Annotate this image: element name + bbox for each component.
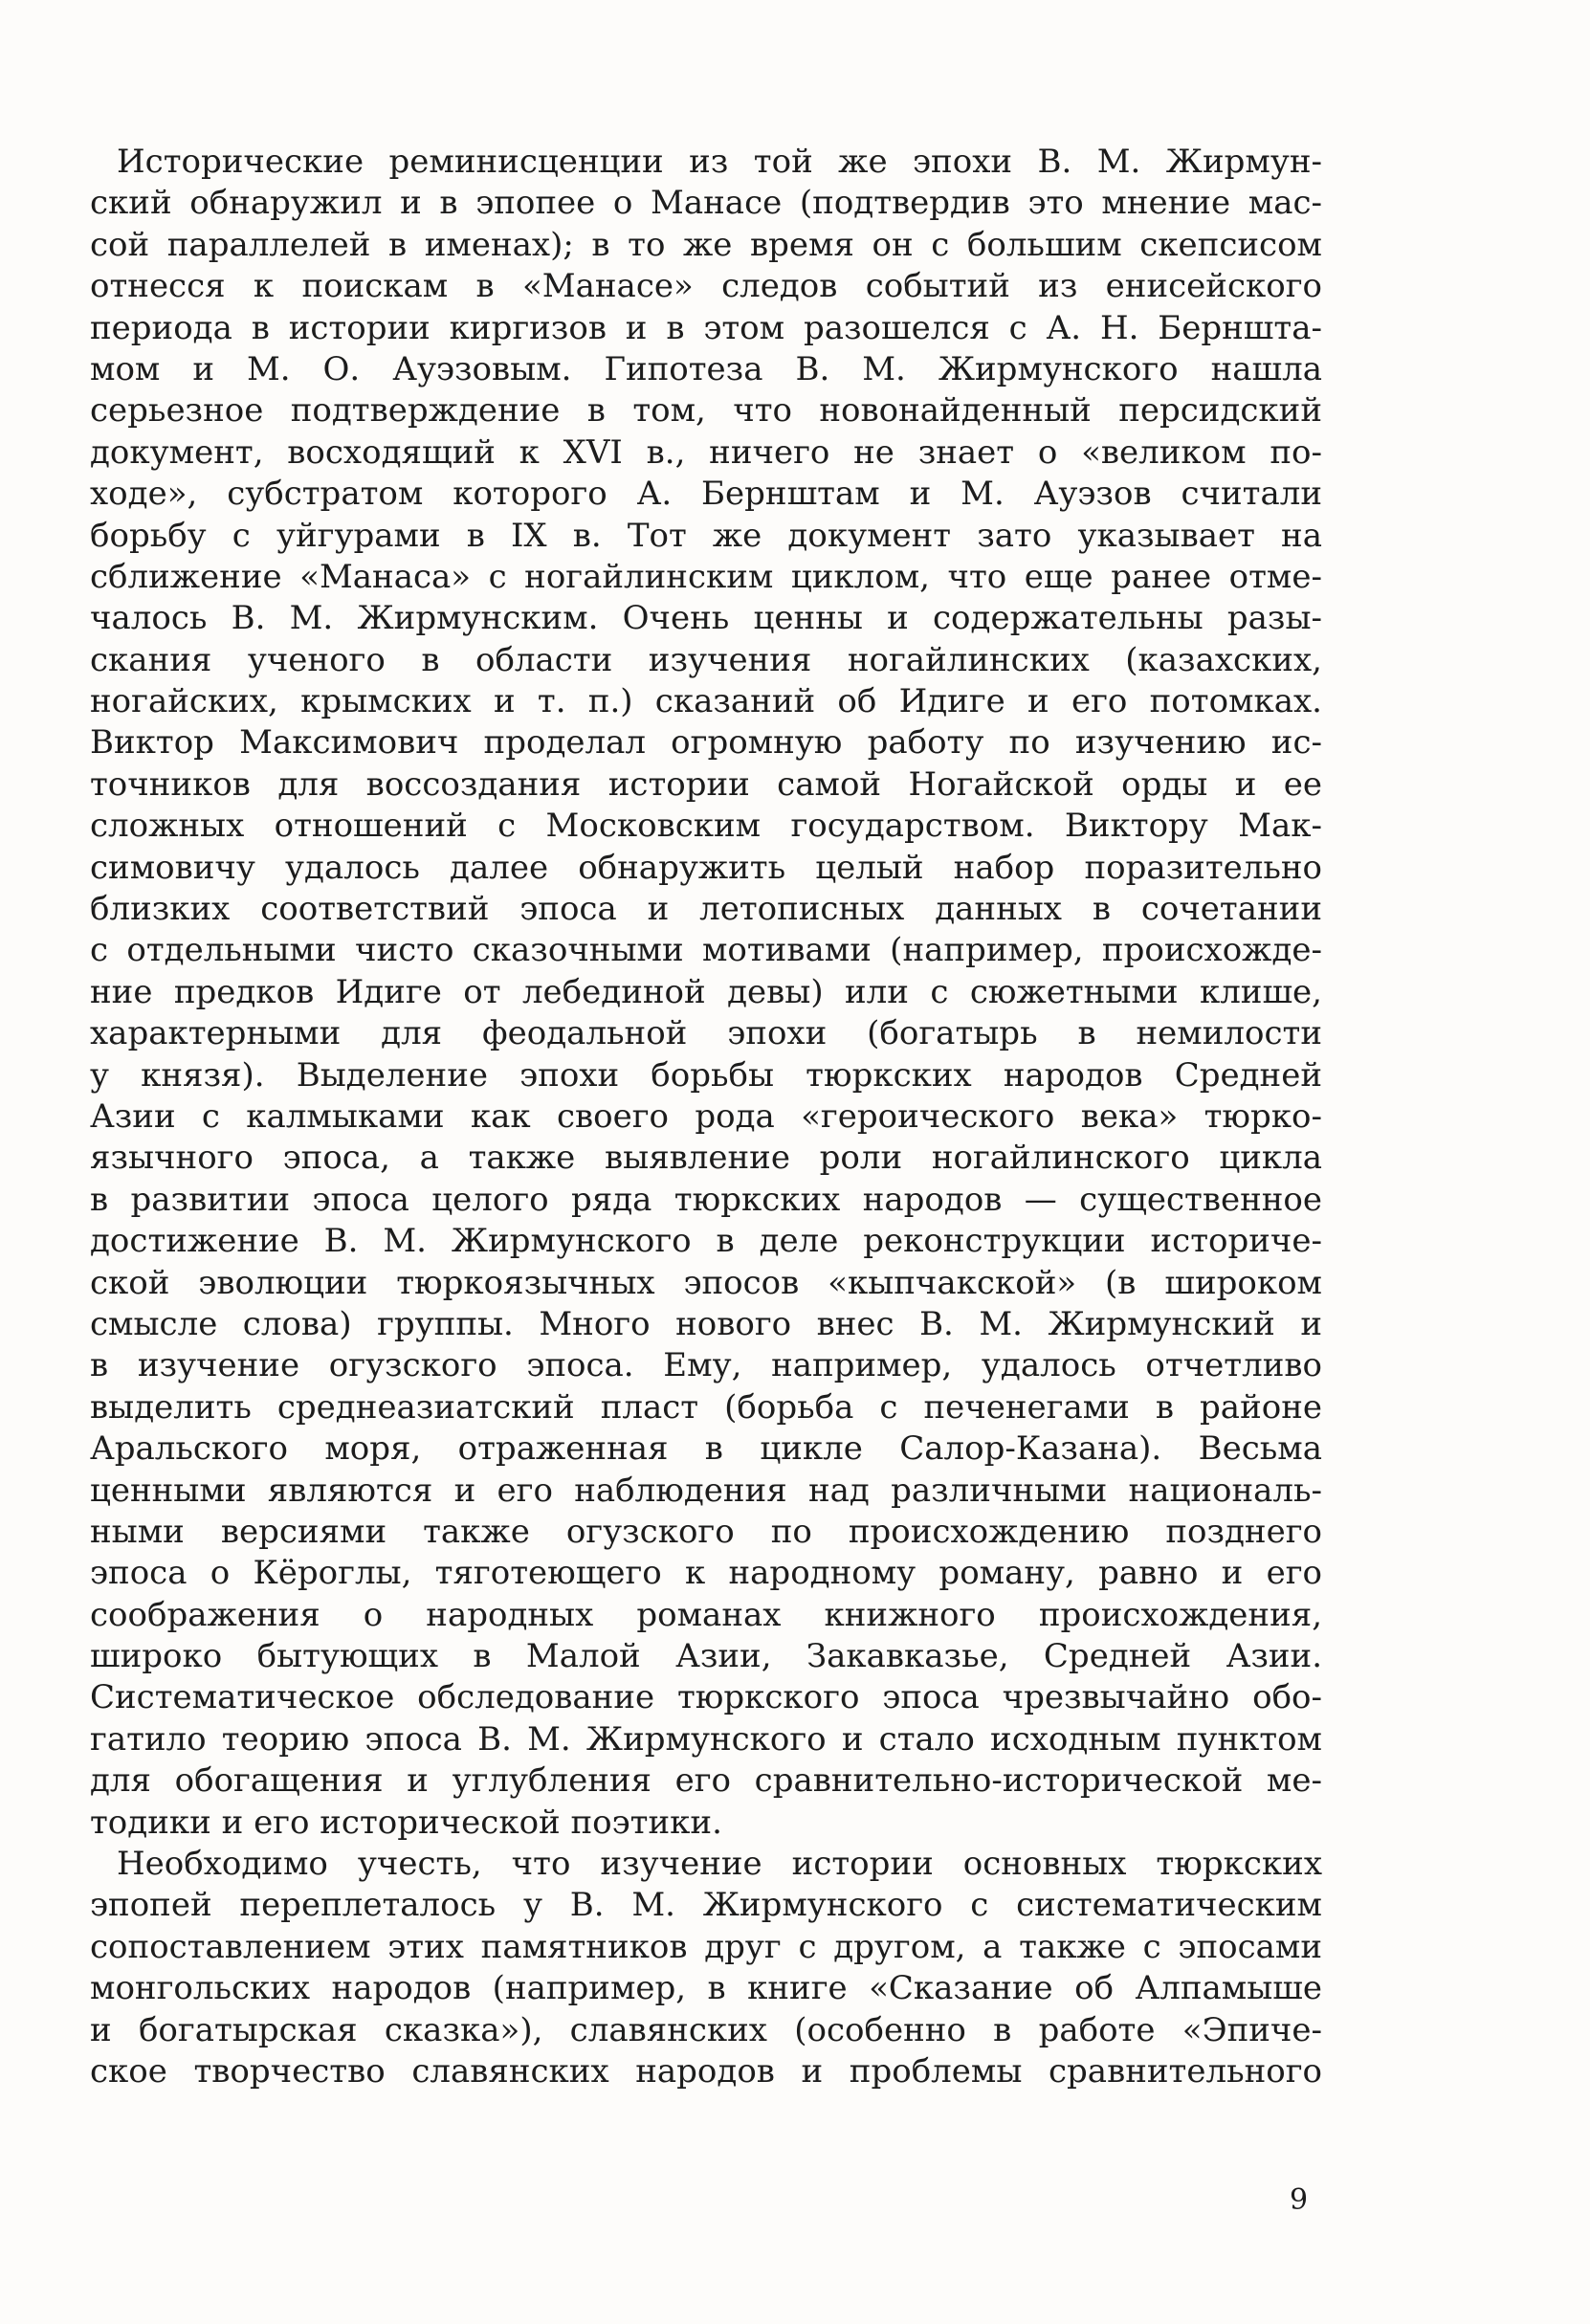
- text-line: широко бытующих в Малой Азии, Закавказье, Средней Азии.: [90, 1637, 1322, 1676]
- text-line: мом и М. О. Ауэзовым. Гипотеза В. М. Жирмунского нашла: [90, 349, 1322, 388]
- paragraph: [90, 1844, 1322, 2092]
- text-line: в изучение огузского эпоса. Ему, например, удалось отчетливо: [90, 1346, 1322, 1385]
- text-line: сближение «Манаса» с ногайлинским циклом, что еще ранее отме-: [90, 557, 1322, 596]
- text-line: чалось В. М. Жирмунским. Очень ценны и содержательны разы-: [90, 599, 1322, 638]
- text-line: серьезное подтверждение в том, что новонайденный персидский: [90, 391, 1322, 431]
- text-line: Виктор Максимович проделал огромную работу по изучению ис-: [90, 723, 1322, 763]
- body-text: [90, 142, 1322, 2092]
- text-line: характерными для феодальной эпохи (богатырь в немилости: [90, 1014, 1322, 1053]
- paragraph-container: [90, 142, 1322, 2092]
- text-line: ский обнаружил и в эпопее о Манасе (подтвердив это мнение мас-: [90, 184, 1322, 223]
- text-line: Систематическое обследование тюркского эпоса чрезвычайно обо-: [90, 1678, 1322, 1717]
- text-line: скания ученого в области изучения ногайлинских (казахских,: [90, 640, 1322, 679]
- text-line: сопоставлением этих памятников друг с другом, а также с эпосами: [90, 1927, 1322, 1966]
- paragraph: [90, 142, 1322, 1844]
- page-number: 9: [1290, 2183, 1309, 2217]
- text-line: близких соответствий эпоса и летописных данных в сочетании: [90, 890, 1322, 929]
- text-line: Аральского моря, отраженная в цикле Салор-Казана). Весьма: [90, 1429, 1322, 1469]
- text-line: симовичу удалось далее обнаружить целый набор поразительно: [90, 848, 1322, 887]
- text-line: ское творчество славянских народов и проблемы сравнительного: [90, 2051, 1322, 2091]
- text-line: у князя). Выделение эпохи борьбы тюркских народов Средней: [90, 1055, 1322, 1095]
- text-line: и богатырская сказка»), славянских (особенно в работе «Эпиче-: [90, 2010, 1322, 2049]
- text-line: тодики и его исторической поэтики.: [90, 1803, 722, 1842]
- text-line: ными версиями также огузского по происхождению позднего: [90, 1512, 1322, 1551]
- text-line: Исторические реминисценции из той же эпохи В. М. Жирмун-: [117, 143, 1322, 181]
- text-line: соображения о народных романах книжного происхождения,: [90, 1595, 1322, 1634]
- text-line: с отдельными чисто сказочными мотивами (например, происхожде-: [90, 931, 1322, 970]
- text-line: выделить среднеазиатский пласт (борьба с печенегами в районе: [90, 1387, 1322, 1427]
- text-line: монгольских народов (например, в книге «Сказание об Алпамыше: [90, 1969, 1322, 2008]
- text-line: гатило теорию эпоса В. М. Жирмунского и стало исходным пунктом: [90, 1719, 1322, 1759]
- text-line: отнесся к поискам в «Манасе» следов событий из енисейского: [90, 267, 1322, 306]
- text-line: достижение В. М. Жирмунского в деле реконструкции историче-: [90, 1222, 1322, 1261]
- text-line: ходе», субстратом которого А. Бернштам и М. Ауэзов считали: [90, 475, 1322, 514]
- text-line: в развитии эпоса целого ряда тюркских народов — существенное: [90, 1180, 1322, 1219]
- text-line: Необходимо учесть, что изучение истории основных тюркских: [117, 1845, 1322, 1884]
- text-line: язычного эпоса, а также выявление роли ногайлинского цикла: [90, 1139, 1322, 1178]
- text-line: для обогащения и углубления его сравнительно-исторической ме-: [90, 1761, 1322, 1801]
- text-line: документ, восходящий к XVI в., ничего не знает о «великом по-: [90, 432, 1322, 472]
- text-line: периода в истории киргизов и в этом разошелся с А. Н. Берншта-: [90, 308, 1322, 347]
- text-line: сой параллелей в именах); в то же время он с большим скепсисом: [90, 225, 1322, 264]
- text-line: ние предков Идиге от лебединой девы) или с сюжетными клише,: [90, 972, 1322, 1011]
- text-line: ногайских, крымских и т. п.) сказаний об Идиге и его потомках.: [90, 682, 1322, 721]
- text-line: ценными являются и его наблюдения над различными националь-: [90, 1471, 1322, 1510]
- text-line: сложных отношений с Московским государством. Виктору Мак-: [90, 807, 1322, 846]
- text-line: точников для воссоздания истории самой Ногайской орды и ее: [90, 764, 1322, 804]
- text-line: Азии с калмыками как своего рода «героического века» тюрко-: [90, 1096, 1322, 1136]
- text-line: борьбу с уйгурами в IX в. Тот же документ зато указывает на: [90, 516, 1322, 555]
- text-line: эпоса о Кёроглы, тяготеющего к народному роману, равно и его: [90, 1554, 1322, 1593]
- text-line: ской эволюции тюркоязычных эпосов «кыпчакской» (в широком: [90, 1263, 1322, 1302]
- text-line: смысле слова) группы. Много нового внес В. М. Жирмунский и: [90, 1304, 1322, 1343]
- text-line: эпопей переплеталось у В. М. Жирмунского с систематическим: [90, 1886, 1322, 1925]
